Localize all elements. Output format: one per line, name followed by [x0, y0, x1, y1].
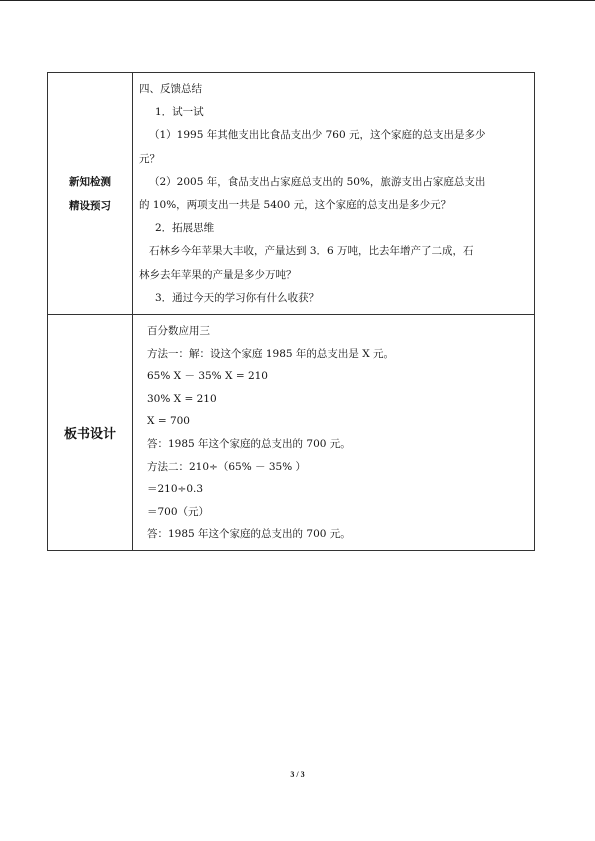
section-heading: 四、反馈总结	[139, 83, 202, 95]
page-number: 3 / 3	[290, 770, 305, 779]
problem2-line1: 石林乡今年苹果大丰收，产量达到 3．6 万吨，比去年增产了二成，石	[149, 245, 474, 258]
feedback-content-cell	[133, 73, 535, 315]
problem2-line2: 林乡去年苹果的产量是多少万吨？	[139, 268, 297, 281]
table-row-feedback	[48, 73, 535, 315]
question1-line2: 元？	[139, 152, 160, 165]
board-line: 30% X = 210	[147, 392, 217, 405]
board-design-label: 板书设计	[63, 427, 116, 442]
question2-line2: 的 10%，两项支出一共是 5400 元，这个家庭的总支出是多少元？	[139, 199, 452, 212]
board-line: ＝210÷0.3	[147, 483, 204, 496]
row-label-board	[48, 315, 133, 551]
board-line: 方法二：210÷（65% － 35% ）	[147, 460, 307, 473]
question1-line1: （1）1995 年其他支出比食品支出少 760 元，这个家庭的总支出是多少	[149, 129, 486, 142]
row-label-feedback	[48, 73, 133, 315]
lesson-table	[47, 72, 535, 551]
board-line: 百分数应用三	[147, 325, 210, 338]
item2-heading: 2．拓展思维	[155, 222, 215, 235]
board-content-cell	[133, 315, 535, 551]
board-line: X = 700	[147, 415, 190, 428]
board-line: 65% X － 35% X = 210	[147, 370, 268, 383]
question2-line1: （2）2005 年，食品支出占家庭总支出的 50%，旅游支出占家庭总支出	[149, 175, 486, 188]
header-rule	[0, 0, 595, 1]
board-line: ＝700（元）	[147, 505, 210, 518]
item1-heading: 1．试一试	[155, 106, 204, 119]
board-line: 方法一：解：设这个家庭 1985 年的总支出是 X 元。	[147, 347, 395, 360]
item3-text: 3．通过今天的学习你有什么收获？	[155, 291, 320, 304]
board-line: 答：1985 年这个家庭的总支出的 700 元。	[147, 528, 351, 541]
row-label-line2: 精设预习	[69, 199, 111, 212]
table-row-board	[48, 315, 535, 551]
row-label-line1: 新知检测	[69, 175, 111, 188]
board-line: 答：1985 年这个家庭的总支出的 700 元。	[147, 438, 351, 450]
